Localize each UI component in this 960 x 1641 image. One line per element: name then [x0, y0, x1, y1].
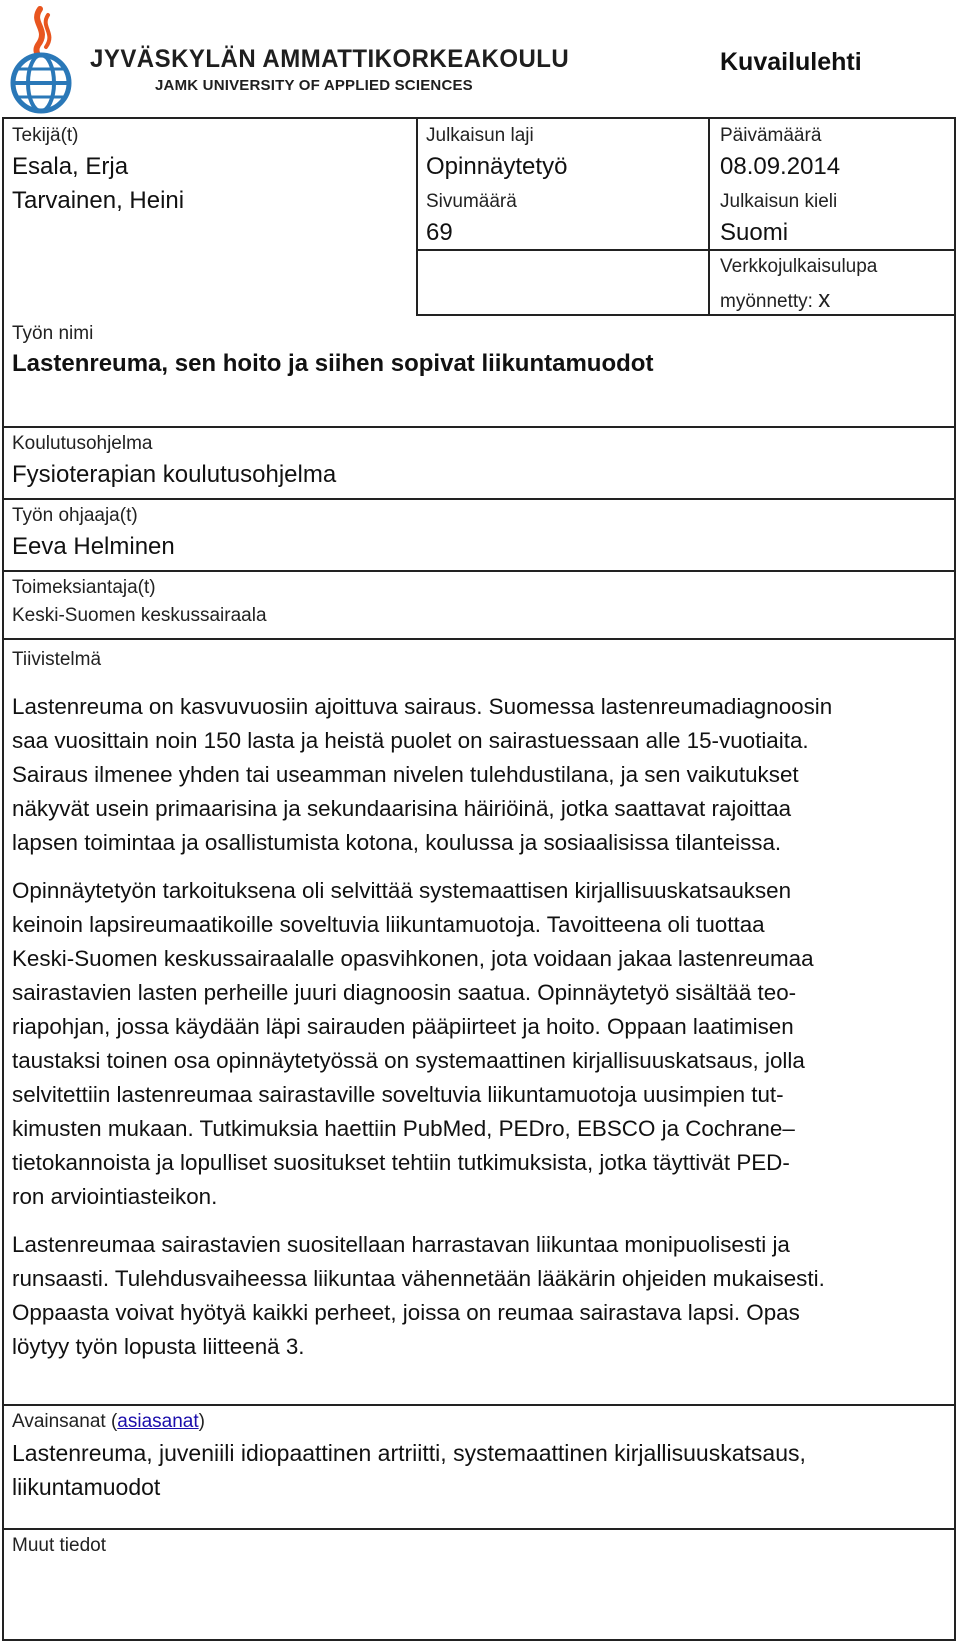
abstract-body	[12, 690, 952, 1378]
abstract-paragraph: Lastenreumaa sairastavien suositellaan harrastavan liikuntaa monipuolisesti ja runsaasti. Tulehdusvaiheessa liikuntaa vähennetään lääkärin ohjeiden mukaisesti. Oppaasta voivat hyötyä kaikki perheet, joissa on reumaa sairastava lapsi. Opas löytyy työn lopusta liitteenä 3.	[12, 1232, 825, 1359]
supervisor-row-bottom	[2, 570, 956, 572]
work-title-label: Työn nimi	[12, 323, 94, 344]
keywords-label-prefix: Avainsanat (	[12, 1411, 118, 1432]
keywords-label	[12, 1410, 205, 1434]
keywords-line: Lastenreuma, juveniili idiopaattinen artriitti, systemaattinen kirjallisuuskatsaus,	[12, 1440, 806, 1466]
publication-type-label: Julkaisun laji	[426, 125, 534, 146]
language-label: Julkaisun kieli	[720, 191, 838, 212]
page-count-label: Sivumäärä	[426, 191, 517, 212]
online-permission-prefix: myönnetty:	[720, 291, 819, 312]
programme-value: Fysioterapian koulutusohjelma	[12, 461, 337, 488]
commissioner-label: Toimeksiantaja(t)	[12, 577, 156, 598]
pages-row-bottom	[416, 249, 956, 251]
title-row-bottom	[2, 426, 956, 428]
online-permission-mark: x	[818, 286, 831, 313]
abstract-label: Tiivistelmä	[12, 649, 102, 670]
programme-label: Koulutusohjelma	[12, 433, 153, 454]
keywords-row-bottom	[2, 1528, 956, 1530]
table-border-right	[954, 117, 956, 1641]
commissioner-row-bottom	[2, 638, 956, 640]
date-label: Päivämäärä	[720, 125, 822, 146]
online-permission-label: Verkkojulkaisulupa	[720, 256, 878, 277]
keywords-label-suffix: )	[198, 1411, 205, 1432]
publication-type-value: Opinnäytetyö	[426, 153, 568, 180]
authors-label: Tekijä(t)	[12, 125, 79, 146]
online-permission-value	[720, 288, 830, 314]
jamk-logo-icon	[10, 5, 72, 117]
university-name-en: JAMK UNIVERSITY OF APPLIED SCIENCES	[155, 77, 473, 94]
document-type-title: Kuvailulehti	[720, 48, 862, 76]
author-name: Esala, Erja	[12, 153, 129, 180]
author-name: Tarvainen, Heini	[12, 187, 185, 214]
page-count-value: 69	[426, 219, 453, 246]
keywords-line: liikuntamuodot	[12, 1474, 161, 1500]
work-title: Lastenreuma, sen hoito ja siihen sopivat liikuntamuodot	[12, 350, 654, 377]
supervisor-value: Eeva Helminen	[12, 533, 175, 560]
table-border-left	[2, 117, 4, 1641]
meta-block-bottom	[416, 314, 956, 316]
abstract-paragraph: Opinnäytetyön tarkoituksena oli selvittää systemaattisen kirjallisuuskatsauksen keinoin lapsireumaatikoille soveltuvia liikuntamuotoja. Tavoitteena oli tuottaa Keski-Suomen keskussairaalalle opasvihkonen, jota voidaan jakaa lastenreumaa sairastavien lasten perheille juuri diagnoosin saatua. Opinnäytetyö sisältää teo- riapohjan, jossa käydään läpi sairauden pääpiirteet ja hoito. Oppaan laatimisen taustaksi toinen osa opinnäytetyössä on systemaattinen kirjallisuuskatsaus, jolla selvitettiin lastenreumaa sairastaville soveltuvia liikuntamuotoja uusimpien tut- kimusten mukaan. Tutkimuksia haettiin PubMed, PEDro, EBSCO ja Cochrane– tietokannoista ja lopulliset suositukset tehtiin tutkimuksista, jotka täyttivät PED- ron arviointiasteikon.	[12, 878, 814, 1209]
commissioner-value: Keski-Suomen keskussairaala	[12, 605, 267, 626]
other-info-label: Muut tiedot	[12, 1535, 106, 1556]
table-border-top	[2, 117, 956, 119]
keywords-link[interactable]: asiasanat	[117, 1411, 199, 1432]
column-divider-1	[416, 117, 418, 315]
abstract-row-bottom	[2, 1404, 956, 1406]
supervisor-label: Työn ohjaaja(t)	[12, 505, 138, 526]
language-value: Suomi	[720, 219, 789, 246]
abstract-paragraph: Lastenreuma on kasvuvuosiin ajoittuva sairaus. Suomessa lastenreumadiagnoosin saa vuosittain noin 150 lasta ja heistä puolet on sairastuessaan alle 15-vuotiaita. Sairaus ilmenee yhden tai useamman nivelen tulehdustilana, ja sen vaikutukset näkyvät usein primaarisina ja sekundaarisina häiriöinä, jotka saattavat rajoittaa lapsen toimintaa ja osallistumista kotona, koulussa ja sosiaalisissa tilanteissa.	[12, 694, 833, 855]
university-name-fi: JYVÄSKYLÄN AMMATTIKORKEAKOULU	[90, 45, 570, 73]
date-value: 08.09.2014	[720, 153, 841, 180]
programme-row-bottom	[2, 498, 956, 500]
column-divider-2	[708, 117, 710, 315]
